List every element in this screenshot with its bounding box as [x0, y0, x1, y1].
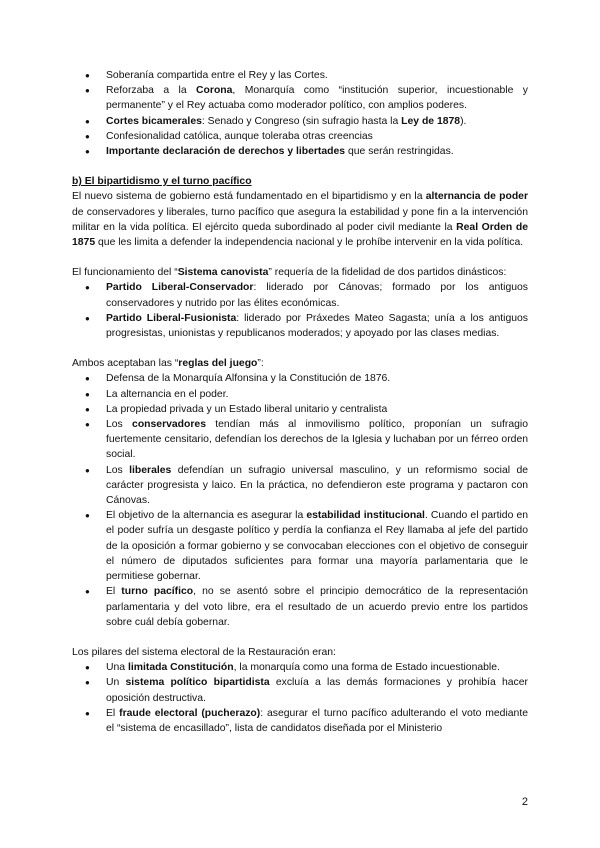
list-item: ● Partido Liberal-Conservador: liderado por Cánovas; formado por los antiguos conservadores y nutrido por las élites económicas.: [72, 280, 528, 310]
document-page: [72, 68, 528, 736]
list-item: ● Soberanía compartida entre el Rey y las Cortes.: [72, 68, 528, 83]
list-item: ● La propiedad privada y un Estado liberal unitario y centralista: [72, 402, 528, 417]
list-item: ● Los conservadores tendían más al inmovilismo político, proponían un sufragio fuertemente censitario, defendían los derechos de la Iglesia y luchaban por un férreo orden social.: [72, 417, 528, 463]
constitution-features-list: [72, 68, 528, 159]
section-heading: b) El bipartidismo y el turno pacífico: [72, 176, 252, 188]
list-item: ● Reforzaba a la Corona, Monarquía como “institución superior, incuestionable y permanente” y el Rey actuaba como moderador político, con amplios poderes.: [72, 83, 528, 113]
list-item: ● Confesionalidad católica, aunque toleraba otras creencias: [72, 129, 528, 144]
list-item: ● Defensa de la Monarquía Alfonsina y la Constitución de 1876.: [72, 371, 528, 386]
list-item: ● Una limitada Constitución, la monarquía como una forma de Estado incuestionable.: [72, 660, 528, 675]
list-item: ● La alternancia en el poder.: [72, 387, 528, 402]
pillars-list: [72, 660, 528, 736]
list-item: ● Cortes bicamerales: Senado y Congreso (sin sufragio hasta la Ley de 1878).: [72, 114, 528, 129]
paragraph: Ambos aceptaban las “reglas del juego”:: [72, 358, 264, 370]
list-item: ● Los liberales defendían un sufragio universal masculino, y un reformismo social de carácter progresista y laico. En la práctica, no defendieron este programa y pactaron con Cánovas.: [72, 463, 528, 509]
list-item: ● El objetivo de la alternancia es asegurar la estabilidad institucional. Cuando el partido en el poder sufría un desgaste político y perdía la confianza el Rey llamaba al jefe del partido de la oposición a formar gobierno y se convocaban elecciones con el objetivo de conseguir el número de diputados suficientes para formar una mayoría parlamentaria que le permitiese gobernar.: [72, 508, 528, 584]
list-item: ● El fraude electoral (pucherazo): asegurar el turno pacífico adulterando el voto mediante el “sistema de encasillado”, lista de candidatos diseñada por el Ministerio: [72, 706, 528, 736]
paragraph: El nuevo sistema de gobierno está fundamentado en el bipartidismo y en la alternancia de poder de conservadores y liberales, turno pacífico que asegura la estabilidad y pone fin a la intervención militar en la vida política. El ejército queda subordinado al poder civil mediante la Real Orden de 1875 que les limita a defender la independencia nacional y le prohíbe intervenir en la vida política.: [72, 191, 528, 249]
paragraph: El funcionamiento del “Sistema canovista” requería de la fidelidad de dos partidos dinásticos:: [72, 267, 507, 279]
list-item: ● Importante declaración de derechos y libertades que serán restringidas.: [72, 144, 528, 159]
parties-list: [72, 280, 528, 341]
paragraph: Los pilares del sistema electoral de la Restauración eran:: [72, 646, 336, 658]
page-number: 2: [521, 796, 528, 808]
list-item: ● Partido Liberal-Fusionista: liderado por Práxedes Mateo Sagasta; unía a los antiguos progresistas, unionistas y republicanos moderados; y apoyado por las clases medias.: [72, 311, 528, 341]
list-item: ● Un sistema político bipartidista excluía a las demás formaciones y prohibía hacer oposición destructiva.: [72, 675, 528, 705]
rules-list: [72, 371, 528, 629]
list-item: ● El turno pacífico, no se asentó sobre el principio democrático de la representación parlamentaria y del voto libre, era el resultado de un acuerdo previo entre los partidos sobre cuál debía gobernar.: [72, 584, 528, 630]
